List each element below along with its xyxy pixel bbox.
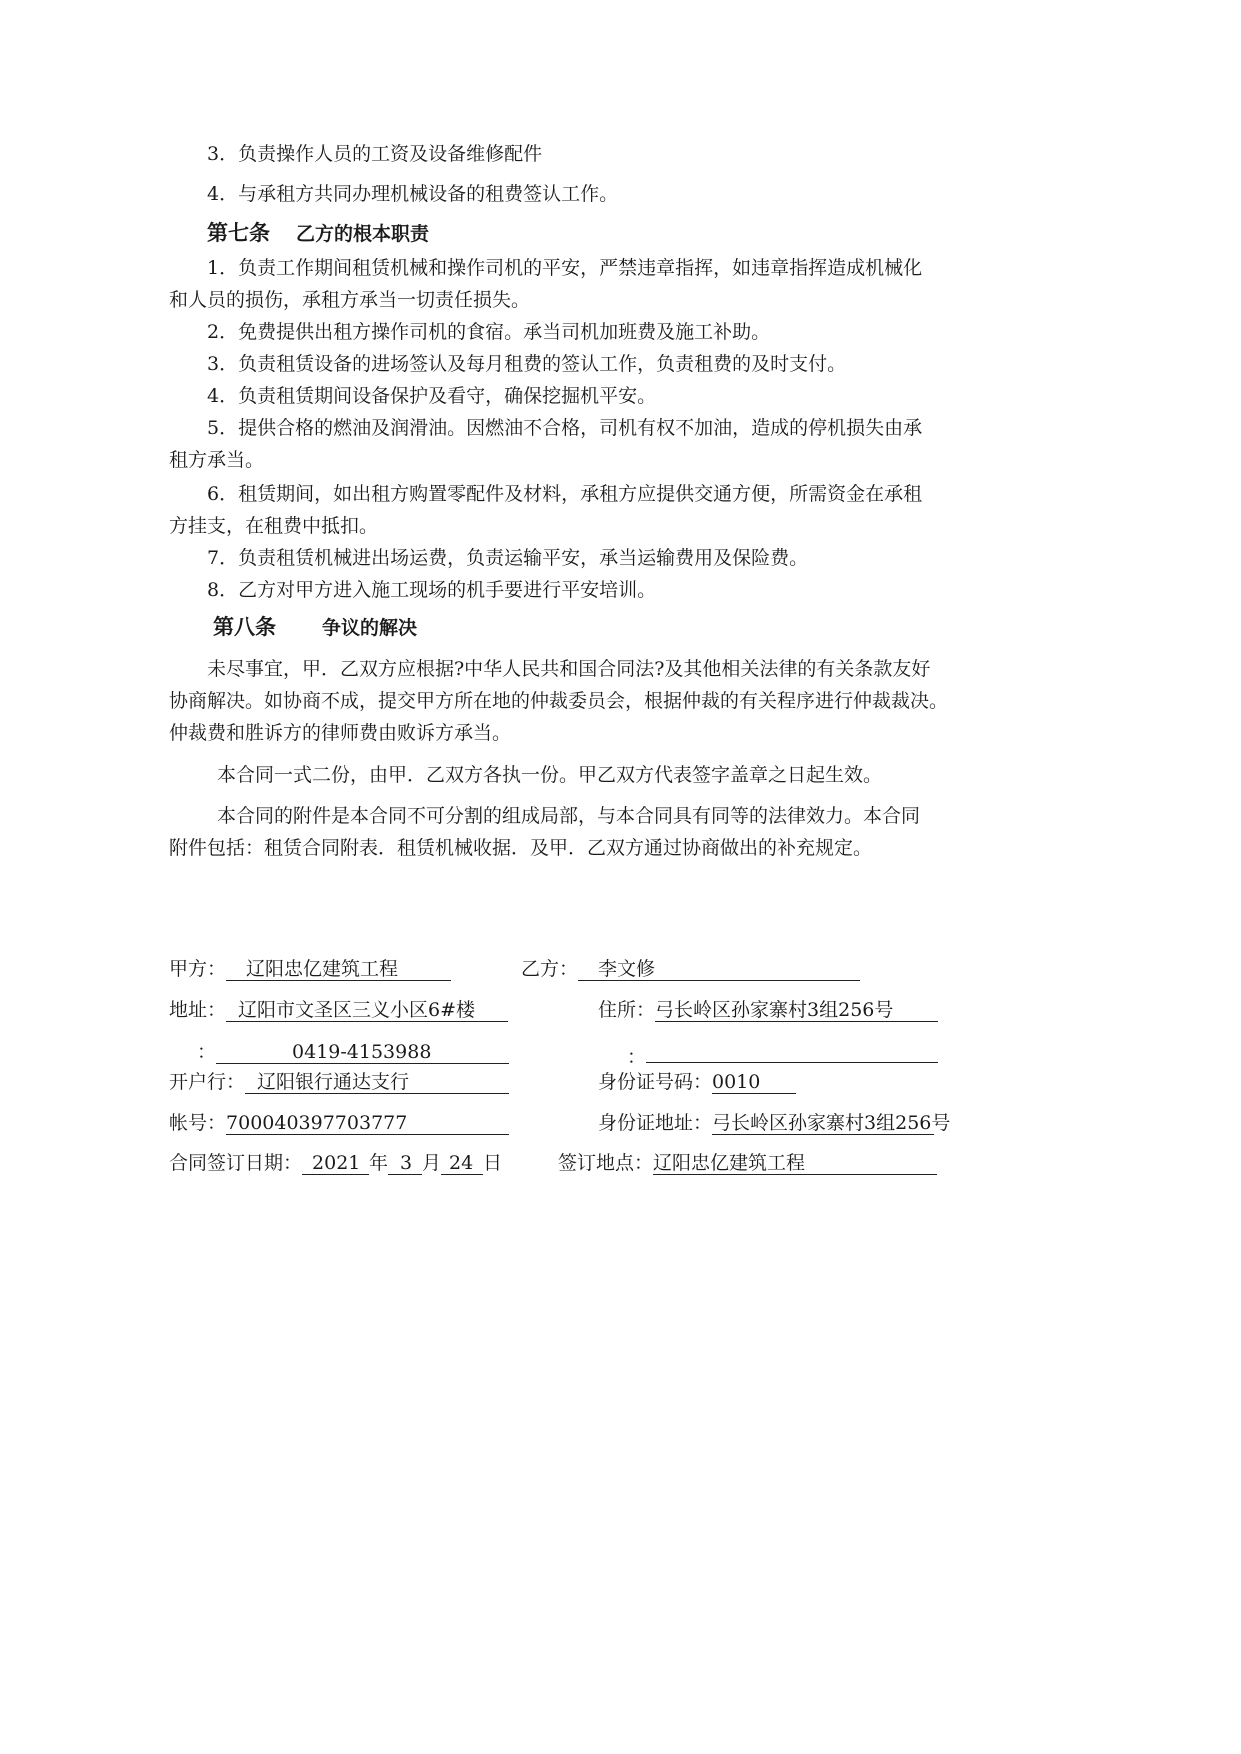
party-a-label: 甲方：	[169, 958, 227, 980]
sign-date-label: 合同签订日期：	[169, 1152, 303, 1174]
sign-place-value: 辽阳忠亿建筑工程	[653, 1152, 937, 1175]
party-b-value: 李文修	[578, 958, 860, 981]
sign-place-field	[558, 1151, 937, 1175]
clause-line: 未尽事宜，甲．乙双方应根据?中华人民共和国合同法?及其他相关法律的有关条款友好	[207, 658, 931, 680]
address-value: 辽阳市文圣区三义小区6#楼	[226, 999, 508, 1022]
clause-line: 协商解决。如协商不成，提交甲方所在地的仲裁委员会，根据仲裁的有关程序进行仲裁裁决。	[169, 690, 949, 712]
bank-field	[169, 1070, 509, 1094]
clause-line: 仲裁费和胜诉方的律师费由败诉方承当。	[169, 722, 512, 744]
id-number-label: 身份证号码：	[598, 1071, 713, 1093]
account-label: 帐号：	[169, 1112, 227, 1134]
bank-value: 辽阳银行通达支行	[245, 1071, 509, 1094]
bank-label: 开户行：	[169, 1071, 246, 1093]
clause-line: 方挂支，在租费中抵扣。	[169, 515, 379, 537]
clause-item: 3．负责操作人员的工资及设备维修配件	[207, 143, 543, 165]
clause-line: 8．乙方对甲方进入施工现场的机手要进行平安培训。	[207, 579, 657, 601]
address-label: 地址：	[169, 999, 227, 1021]
clause-line: 租方承当。	[169, 449, 265, 471]
party-b-label: 乙方：	[521, 958, 579, 980]
phone-b-field	[627, 1040, 938, 1069]
sign-year: 2021	[302, 1152, 369, 1175]
article-8-heading	[213, 615, 417, 640]
sign-month: 3	[388, 1152, 422, 1175]
sign-day: 24	[441, 1152, 483, 1175]
id-number-field	[598, 1070, 796, 1094]
month-unit: 月	[422, 1152, 442, 1174]
phone-a-label: ：	[197, 1041, 217, 1063]
day-unit: 日	[483, 1152, 503, 1174]
article-title: 争议的解决	[322, 617, 418, 639]
address-field	[169, 998, 508, 1022]
id-number-value: 0010	[712, 1071, 796, 1094]
closing-line: 附件包括：租赁合同附表．租赁机械收据．及甲．乙双方通过协商做出的补充规定。	[169, 837, 873, 859]
id-address-value: 弓长岭区孙家寨村3组256号	[712, 1112, 951, 1134]
account-value: 700040397703777	[226, 1112, 509, 1135]
account-field	[169, 1111, 509, 1135]
phone-a-field	[197, 1040, 509, 1064]
clause-line: 6．租赁期间，如出租方购置零配件及材料，承租方应提供交通方便，所需资金在承租	[207, 483, 923, 505]
clause-line: 5．提供合格的燃油及润滑油。因燃油不合格，司机有权不加油，造成的停机损失由承	[207, 417, 923, 439]
party-a-value: 辽阳忠亿建筑工程	[226, 958, 451, 981]
sign-date-field	[169, 1151, 502, 1175]
clause-item: 4．与承租方共同办理机械设备的租费签认工作。	[207, 183, 619, 205]
clause-line: 4．负责租赁期间设备保护及看守，确保挖掘机平安。	[207, 385, 657, 407]
clause-line: 2．免费提供出租方操作司机的食宿。承当司机加班费及施工补助。	[207, 321, 771, 343]
article-title: 乙方的根本职责	[296, 223, 430, 245]
clause-line: 1．负责工作期间租赁机械和操作司机的平安，严禁违章指挥，如违章指挥造成机械化	[207, 257, 923, 279]
article-number: 第七条	[207, 221, 270, 245]
closing-line: 本合同一式二份，由甲．乙双方各执一份。甲乙双方代表签字盖章之日起生效。	[217, 764, 883, 786]
residence-label: 住所：	[598, 999, 656, 1021]
id-address-field	[598, 1111, 951, 1135]
phone-b-label: ：	[627, 1046, 647, 1068]
residence-value: 弓长岭区孙家寨村3组256号	[655, 999, 938, 1022]
phone-a-value: 0419-4153988	[216, 1041, 509, 1064]
article-7-heading	[207, 221, 429, 246]
closing-line: 本合同的附件是本合同不可分割的组成局部，与本合同具有同等的法律效力。本合同	[217, 805, 921, 827]
id-address-label: 身份证地址：	[598, 1112, 713, 1134]
party-a-field	[169, 957, 451, 981]
clause-line: 3．负责租赁设备的进场签认及每月租费的签认工作，负责租费的及时支付。	[207, 353, 847, 375]
party-b-field	[521, 957, 860, 981]
year-unit: 年	[369, 1152, 389, 1174]
clause-line: 和人员的损伤，承租方承当一切责任损失。	[169, 289, 531, 311]
phone-b-value	[646, 1040, 938, 1063]
clause-line: 7．负责租赁机械进出场运费，负责运输平安，承当运输费用及保险费。	[207, 547, 809, 569]
sign-place-label: 签订地点：	[558, 1152, 654, 1174]
article-number: 第八条	[213, 615, 276, 639]
residence-field	[598, 998, 938, 1022]
